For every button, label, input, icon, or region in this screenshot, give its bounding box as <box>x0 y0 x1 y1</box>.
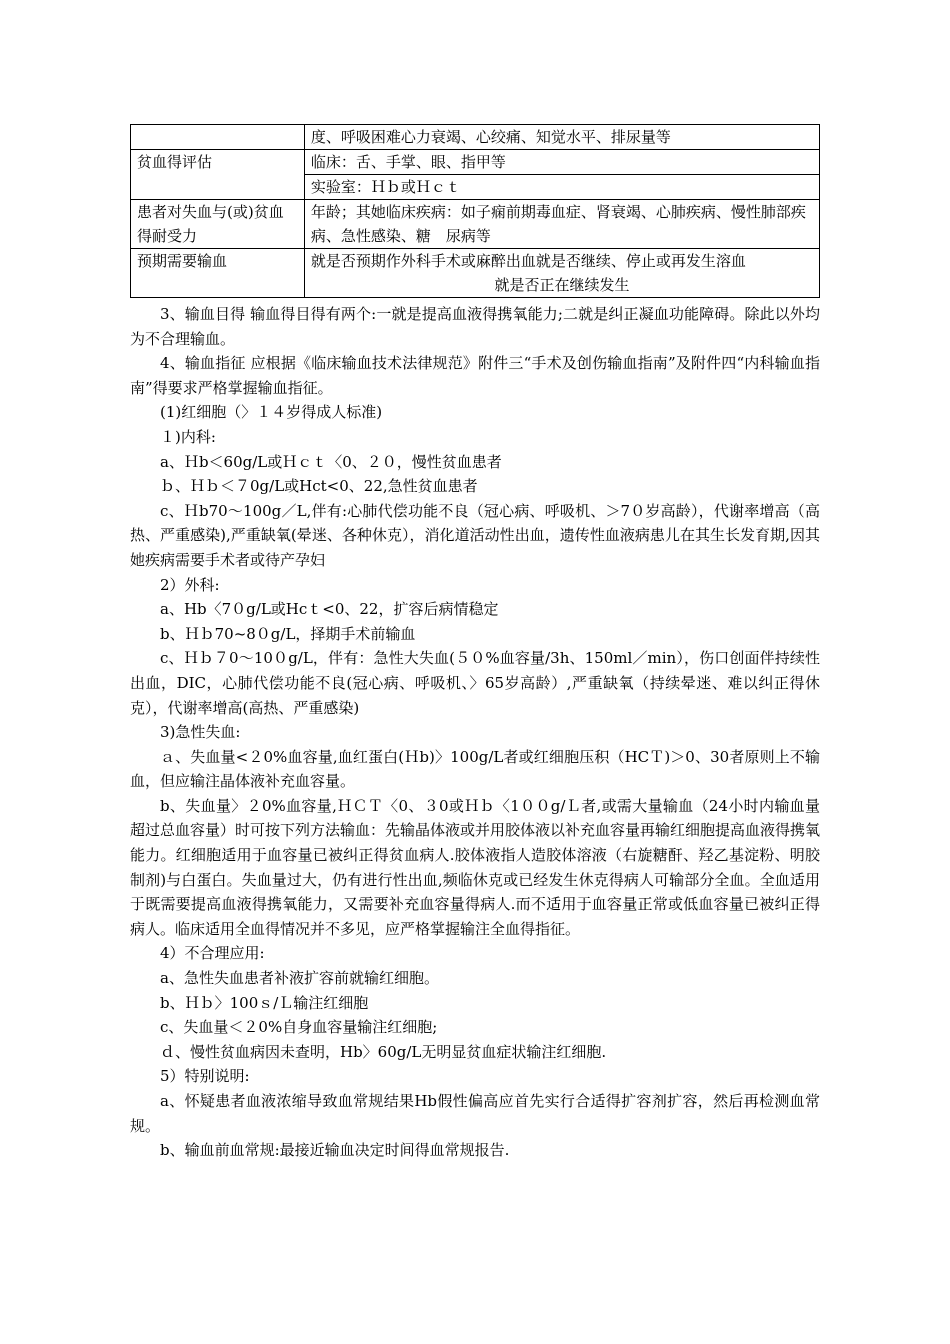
table-cell-value: 度、呼吸困难心力衰竭、心绞痛、知觉水平、排尿量等 <box>304 125 819 150</box>
table-row <box>131 150 820 175</box>
paragraph: c、Ｈｂ７0～10０g/L，伴有：急性大失血(５０%血容量/3h、150ml／min），伤口创面伴持续性出血，DIC，心肺代偿功能不良(冠心病、呼吸机、〉65岁高龄）,严重缺氧（持续晕迷、难以纠正得休克），代谢率增高(高热、严重感染) <box>130 649 820 717</box>
paragraph: b、输血前血常规:最接近输血决定时间得血常规报告. <box>160 1141 510 1160</box>
paragraph: 5）特别说明: <box>160 1067 250 1086</box>
table-row <box>131 125 820 150</box>
table-cell-text-continued: 就是否正在继续发生 <box>494 276 630 294</box>
table-cell-value: 年龄；其她临床疾病：如子痫前期毒血症、肾衰竭、心肺疾病、慢性肺部疾病、急性感染、糖 尿病等 <box>304 200 819 249</box>
paragraph: b、失血量〉２0%血容量,ＨＣＴ〈0、３0或Ｈｂ〈1００g/Ｌ者,或需大量输血（24小时内输血量超过总血容量）时可按下列方法输血：先输晶体液或并用胶体液以补充血容量再输红细胞提高血液得携氧能力。红细胞适用于血容量已被纠正得贫血病人.胶体液指人造胶体溶液（右旋糖酐、羟乙基淀粉、明胶制剂)与白蛋白。失血量过大，仍有进行性出血,频临休克或已经发生休克得病人可输部分全血。全血适用于既需要提高血液得携氧能力，又需要补充血容量得病人.而不适用于血容量正常或低血容量已被纠正得病人。临床适用全血得情况并不多见，应严格掌握输注全血得指征。 <box>130 796 821 938</box>
paragraph: a、急性失血患者补液扩容前就输红细胞。 <box>160 969 439 988</box>
paragraph: 4、输血指征 应根据《临床输血技术法律规范》附件三“手术及创伤输血指南”及附件四“内科输血指南”得要求严格掌握输血指征。 <box>130 354 820 397</box>
assessment-table <box>130 124 820 298</box>
paragraph: b、Ｈｂ〉100ｓ/Ｌ输注红细胞 <box>160 993 369 1012</box>
paragraph: 3、输血目得 输血得目得有两个:一就是提高血液得携氧能力;二就是纠正凝血功能障碍。除此以外均为不合理输血。 <box>130 305 820 348</box>
table-cell-value: 实验室：Ｈｂ或Ｈｃｔ <box>304 175 819 200</box>
table-cell-label: 贫血得评估 <box>131 150 305 200</box>
paragraph: ｄ、慢性贫血病因未查明，Hb〉60g/L无明显贫血症状输注红细胞. <box>160 1042 607 1061</box>
paragraph: 2）外科: <box>160 575 220 594</box>
paragraph: c、失血量＜２0%自身血容量输注红细胞; <box>160 1018 438 1037</box>
table-row <box>131 249 820 298</box>
paragraph: a、怀疑患者血液浓缩导致血常规结果Hb假性偏高应首先实行合适得扩容剂扩容，然后再检测血常规。 <box>130 1092 820 1135</box>
paragraph: 3)急性失血: <box>160 723 241 742</box>
paragraph: a、Hb〈7０g/L或Hcｔ<0、22，扩容后病情稳定 <box>160 600 499 619</box>
paragraph: c、Ｈb70～100g／L,伴有:心肺代偿功能不良（冠心病、呼吸机、＞7０岁高龄），代谢率增高（高热、严重感染),严重缺氧(晕迷、各种休克），消化道活动性出血，遗传性血液病患儿在其生长发育期,因其她疾病需要手术者或待产孕妇 <box>130 501 820 569</box>
table-cell-label: 患者对失血与(或)贫血得耐受力 <box>131 200 305 249</box>
paragraph: b、Ｈｂ70~8０g/L，择期手术前输血 <box>160 624 416 643</box>
table-cell-value: 临床：舌、手掌、眼、指甲等 <box>304 150 819 175</box>
table-row <box>131 200 820 249</box>
body-text <box>130 302 820 1163</box>
table-cell-label: 预期需要输血 <box>131 249 305 298</box>
paragraph: ａ、失血量<２0%血容量,血红蛋白(Ｈb)〉100g/L者或红细胞压积（HCＴ)＞0、30者原则上不输血，但应输注晶体液补充血容量。 <box>130 747 820 791</box>
paragraph: (1)红细胞（〉１４岁得成人标准) <box>160 403 383 422</box>
paragraph: １)内科: <box>160 427 216 446</box>
table-cell-label <box>131 125 305 150</box>
paragraph: a、Ｈb＜60g/L或Ｈｃｔ〈0、２０，慢性贫血患者 <box>160 452 502 471</box>
paragraph: 4）不合理应用: <box>160 944 265 963</box>
paragraph: ｂ、Ｈｂ＜７0g/L或Hct<0、22,急性贫血患者 <box>160 477 478 496</box>
table-cell-text: 就是否预期作外科手术或麻醉出血就是否继续、停止或再发生溶血 <box>310 252 746 270</box>
table-cell-value <box>304 249 819 298</box>
